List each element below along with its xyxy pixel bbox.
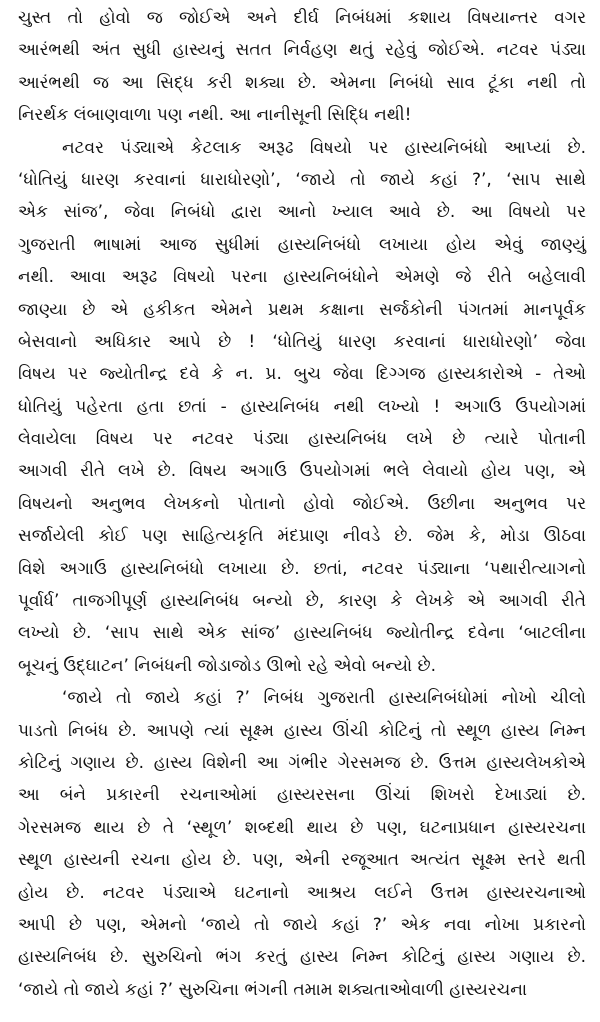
text-line: સ્થૂળ હાસ્યની રચના હોય છે. પણ, એની રજૂઆત અત્યંત સૂક્ષ્મ સ્તરે થતી [18,850,586,871]
text-line: ધોતિયું પહેરતા હતા છતાં - હાસ્યનિબંધ નથી લખ્યો ! અગાઉ ઉપયોગમાં [18,396,586,417]
text-line: પૂર્વાર્ધ’ તાજગીપૂર્ણ હાસ્યનિબંધ બન્યો છે, કારણ કે લેખકે એ આગવી રીતે [18,591,586,612]
text-line: ગુજરાતી ભાષામાં આજ સુધીમાં હાસ્યનિબંધો લખાયા હોય એવું જાણ્યું [18,234,586,255]
text-line: આરંભથી જ આ સિદ્ધ કરી શક્યા છે. એમના નિબંધો સાવ ટૂંકા નથી તો [18,72,586,93]
text-line: વિષયનો અનુભવ લેખકનો પોતાનો હોવો જોઈએ. ઉછીના અનુભવ પર [18,493,586,514]
text-line: બેસવાનો અધિકાર આપે છે ! ‘ધોતિયું ધારણ કરવાનાં ધારાધોરણો’ જેવા [18,331,586,352]
text-line: આપી છે પણ, એમનો ‘જાયે તો જાયે કહાં ?’ એક નવા નોખા પ્રકારનો [18,914,586,935]
text-line: ચુસ્ત તો હોવો જ જોઈએ અને દીર્ઘ નિબંધમાં કશાય વિષયાન્તર વગર [18,8,586,28]
text-line: નથી. આવા અરૂઢ વિષયો પરના હાસ્યનિબંધોને એમણે જે રીતે બહેલાવી [18,267,586,288]
text-line: નટવર પંડ્યાએ કેટલાક અરૂઢ વિષયો પર હાસ્યનિબંધો આપ્યાં છે. [62,137,586,158]
text-line: આરંભથી અંત સુધી હાસ્યનું સતત નિર્વહણ થતું રહેવું જોઈએ. નટવર પંડ્યા [18,40,586,61]
text-line: હાસ્યનિબંધ છે. સુરુચિનો ભંગ કરતું હાસ્ય નિમ્ન કોટિનું હાસ્ય ગણાય છે. [18,947,586,968]
paragraph-3 [18,682,586,1006]
text-line: વિષય પર જ્યોતીન્દ્ર દવે કે ન. પ્ર. બુચ જેવા દિગ્ગજ હાસ્યકારોએ - તેઓ [18,364,586,385]
text-line: આ બંને પ્રકારની રચનાઓમાં હાસ્યરસના ઊંચાં શિખરો દેખાડ્યાં છે. [18,785,586,806]
paragraph-1 [18,2,586,132]
text-line: હોય છે. નટવર પંડ્યાએ ઘટનાનો આશ્રય લઈને ઉત્તમ હાસ્યરચનાઓ [18,882,586,903]
text-line: આગવી રીતે લખે છે. વિષય અગાઉ ઉપયોગમાં ભલે લેવાયો હોય પણ, એ [18,461,586,482]
paragraph-2 [18,132,586,683]
text-line: નિરર્થક લંબાણવાળા પણ નથી. આ નાનીસૂની સિદ્ધિ નથી! [18,105,412,126]
text-line: ગેરસમજ થાય છે તે ‘સ્થૂળ’ શબ્દથી થાય છે પણ, ઘટનાપ્રધાન હાસ્યરચના [18,817,586,838]
text-line: બૂચનું ઉદ્‌ઘાટન’ નિબંધની જોડાજોડ ઊભો રહે એવો બન્યો છે. [18,655,437,676]
text-line: જાણ્યા છે એ હકીકત એમને પ્રથમ કક્ષાના સર્જકોની પંગતમાં માનપૂર્વક [18,299,586,320]
text-line: કોટિનું ગણાય છે. હાસ્ય વિશેની આ ગંભીર ગેરસમજ છે. ઉત્તમ હાસ્યલેખકોએ [18,752,586,773]
text-line: ‘જાયે તો જાયે કહાં ?’ સુરુચિના ભંગની તમામ શક્યતાઓવાળી હાસ્યરચના [18,979,528,1000]
text-line: ‘ધોતિયું ધારણ કરવાનાં ધારાધોરણો’, ‘જાયે તો જાયે કહાં ?’, ‘સાપ સાથે [18,169,586,190]
text-line: ‘જાયે તો જાયે કહાં ?’ નિબંધ ગુજરાતી હાસ્યનિબંધોમાં નોખો ચીલો [62,688,586,709]
text-line: લેવાયેલા વિષય પર નટવર પંડ્યા હાસ્યનિબંધ લખે છે ત્યારે પોતાની [18,429,586,450]
text-line: લખ્યો છે. ‘સાપ સાથે એક સાંજ’ હાસ્યનિબંધ જ્યોતીન્દ્ર દવેના ‘બાટલીના [18,623,586,644]
text-line: સર્જાયેલી કોઈ પણ સાહિત્યકૃતિ મંદપ્રાણ નીવડે છે. જેમ કે, મોડા ઊઠવા [18,526,586,547]
text-line: વિશે અગાઉ હાસ્યનિબંધો લખાયા છે. છતાં, નટવર પંડ્યાના ‘પથારીત્યાગનો [18,558,586,579]
text-line: પાડતો નિબંધ છે. આપણે ત્યાં સૂક્ષ્મ હાસ્ય ઊંચી કોટિનું તો સ્થૂળ હાસ્ય નિમ્ન [18,720,586,741]
text-line: એક સાંજ’, જેવા નિબંધો દ્વારા આનો ખ્યાલ આવે છે. આ વિષયો પર [18,202,586,223]
